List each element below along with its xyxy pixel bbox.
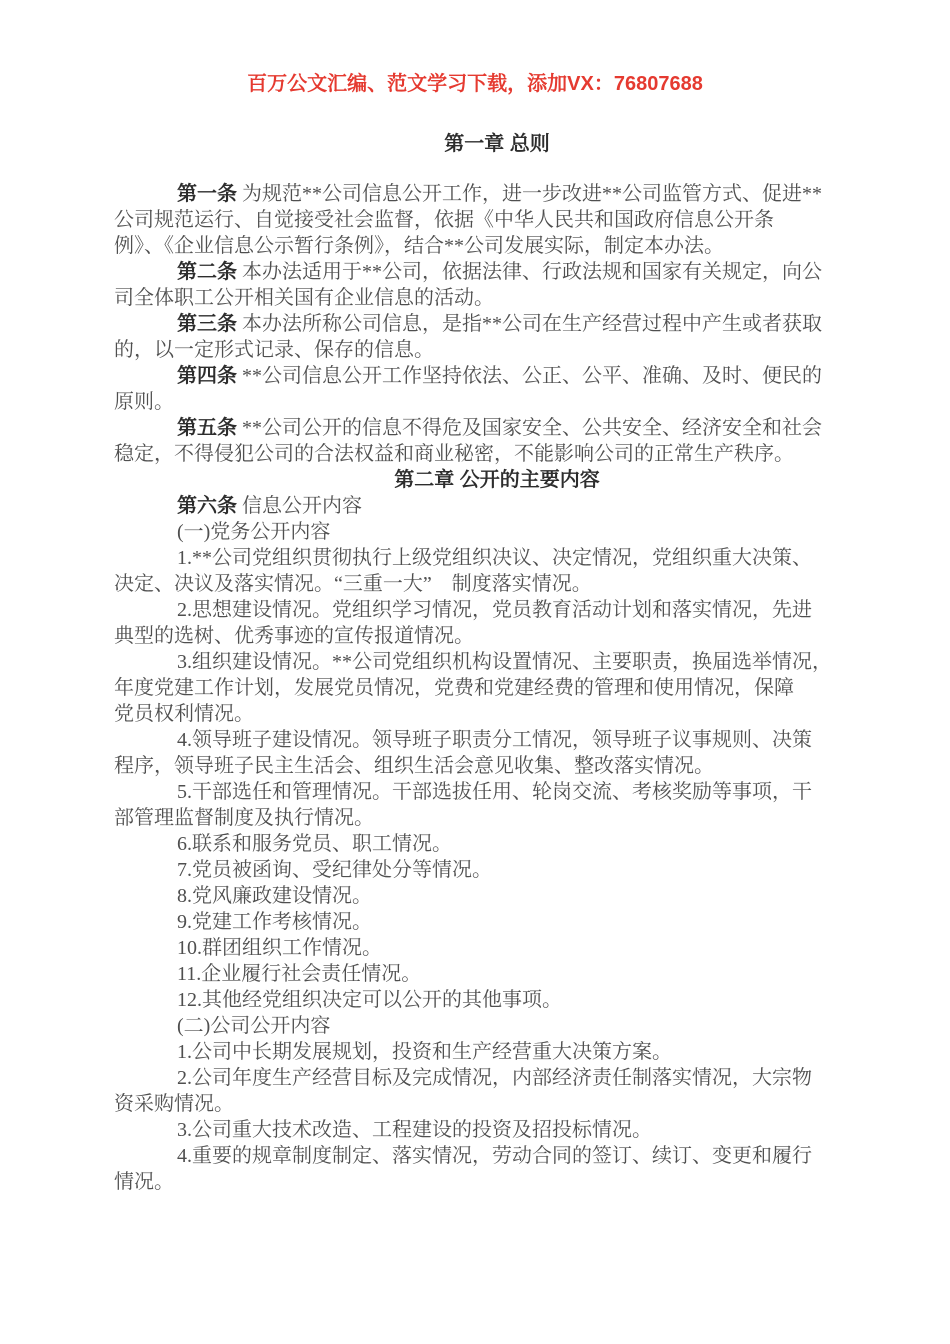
- doc-line: 6.联系和服务党员、职工情况。: [177, 833, 452, 855]
- article-number: 第四条: [177, 365, 237, 387]
- doc-line: 2.思想建设情况。党组织学习情况，党员教育活动计划和落实情况，先进: [177, 599, 812, 621]
- doc-line: 第三条 本办法所称公司信息，是指**公司在生产经营过程中产生或者获取: [177, 313, 822, 335]
- doc-line: 7.党员被函询、受纪律处分等情况。: [177, 859, 492, 881]
- document-body: [114, 131, 880, 1195]
- doc-line: 原则。: [114, 391, 174, 413]
- doc-line: 的，以一定形式记录、保存的信息。: [114, 339, 434, 361]
- article-number: 第二条: [177, 261, 237, 283]
- doc-line: 第二条 本办法适用于**公司，依据法律、行政法规和国家有关规定，向公: [177, 261, 822, 283]
- doc-line: 司全体职工公开相关国有企业信息的活动。: [114, 287, 494, 309]
- doc-line: 年度党建工作计划，发展党员情况，党费和党建经费的管理和使用情况，保障: [114, 677, 794, 699]
- chapter-1-title: 第一章 总则: [444, 133, 550, 155]
- doc-line: 8.党风廉政建设情况。: [177, 885, 372, 907]
- doc-line: 10.群团组织工作情况。: [177, 937, 382, 959]
- doc-line: 第五条 **公司公开的信息不得危及国家安全、公共安全、经济安全和社会: [177, 417, 822, 439]
- doc-line: 3.组织建设情况。**公司党组织机构设置情况、主要职责，换届选举情况，: [177, 651, 832, 673]
- doc-line: 资采购情况。: [114, 1093, 234, 1115]
- doc-line: (二)公司公开内容: [177, 1015, 331, 1037]
- doc-line: 情况。: [114, 1171, 174, 1193]
- doc-line: 1.**公司党组织贯彻执行上级党组织决议、决定情况，党组织重大决策、: [177, 547, 812, 569]
- paragraph-lines: [114, 181, 880, 1195]
- promo-header: 百万公文汇编、范文学习下载，添加VX：76807688: [247, 73, 703, 95]
- chapter-2-title: 第二章 公开的主要内容: [394, 469, 600, 491]
- doc-line: 1.公司中长期发展规划，投资和生产经营重大决策方案。: [177, 1041, 672, 1063]
- article-number: 第三条: [177, 313, 237, 335]
- doc-line: 稳定，不得侵犯公司的合法权益和商业秘密，不能影响公司的正常生产秩序。: [114, 443, 794, 465]
- doc-line: 决定、决议及落实情况。“三重一大” 制度落实情况。: [114, 573, 592, 595]
- doc-line: 程序，领导班子民主生活会、组织生活会意见收集、整改落实情况。: [114, 755, 714, 777]
- doc-line: 3.公司重大技术改造、工程建设的投资及招投标情况。: [177, 1119, 652, 1141]
- doc-line: 9.党建工作考核情况。: [177, 911, 372, 933]
- doc-line: 公司规范运行、自觉接受社会监督，依据《中华人民共和国政府信息公开条: [114, 209, 774, 231]
- doc-line: 4.重要的规章制度制定、落实情况，劳动合同的签订、续订、变更和履行: [177, 1145, 812, 1167]
- doc-line: 第一条 为规范**公司信息公开工作，进一步改进**公司监管方式、促进**: [177, 183, 822, 205]
- doc-line: 典型的选树、优秀事迹的宣传报道情况。: [114, 625, 474, 647]
- article-number: 第五条: [177, 417, 237, 439]
- doc-line: 4.领导班子建设情况。领导班子职责分工情况，领导班子议事规则、决策: [177, 729, 812, 751]
- article-number: 第一条: [177, 183, 237, 205]
- doc-line: 第四条 **公司信息公开工作坚持依法、公正、公平、准确、及时、便民的: [177, 365, 822, 387]
- doc-line: 第六条 信息公开内容: [177, 495, 362, 517]
- doc-line: 11.企业履行社会责任情况。: [177, 963, 422, 985]
- doc-line: 12.其他经党组织决定可以公开的其他事项。: [177, 989, 562, 1011]
- doc-line: 部管理监督制度及执行情况。: [114, 807, 374, 829]
- doc-line: 党员权利情况。: [114, 703, 254, 725]
- doc-line: (一)党务公开内容: [177, 521, 331, 543]
- doc-line: 2.公司年度生产经营目标及完成情况，内部经济责任制落实情况，大宗物: [177, 1067, 812, 1089]
- doc-line: 例》、《企业信息公示暂行条例》，结合**公司发展实际，制定本办法。: [114, 235, 724, 257]
- doc-line: 5.干部选任和管理情况。干部选拔任用、轮岗交流、考核奖励等事项，干: [177, 781, 812, 803]
- article-number: 第六条: [177, 495, 237, 517]
